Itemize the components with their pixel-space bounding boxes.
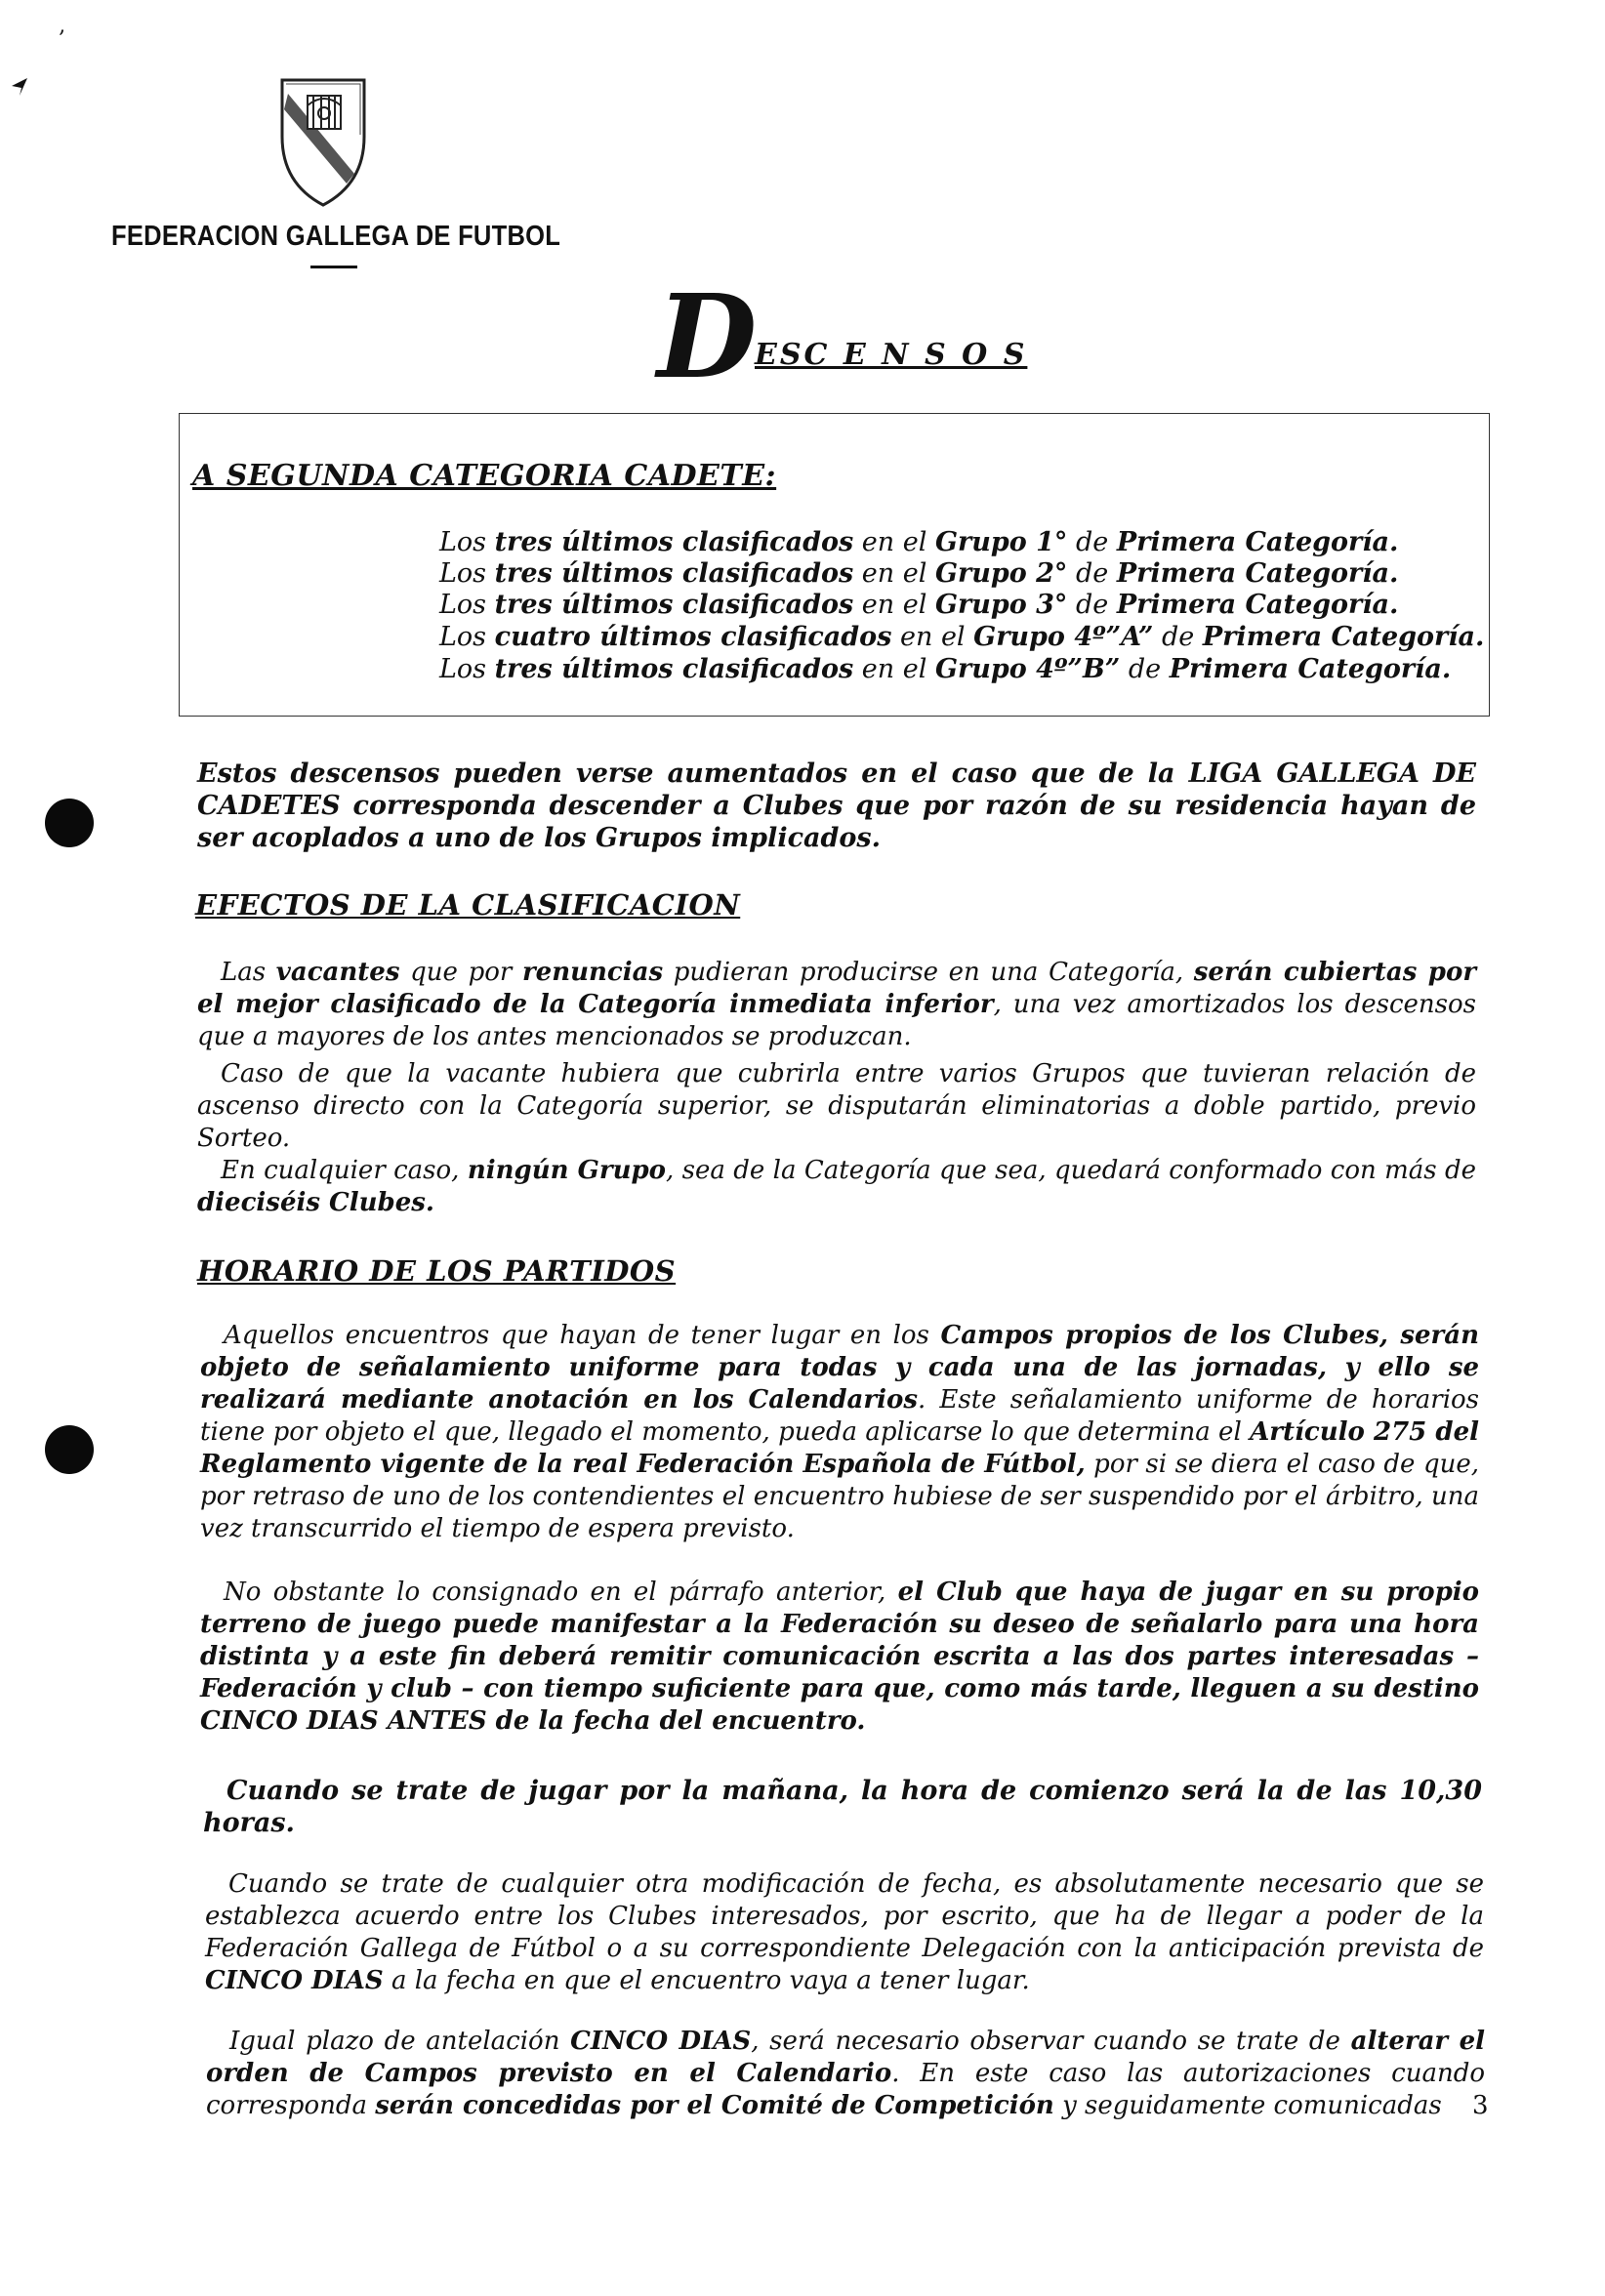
horario-paragraph-1: Aquellos encuentros que hayan de tener lugar en los Campos propios de los Clubes, serán objeto de señalamiento uniforme para todas y cada una de las jornadas, y ello se realizará mediante anotación en los Calendarios. Este señalamiento uniforme de horarios tiene por objeto el que, llegado el momento, pueda aplicarse lo que determina el Artículo 275 del Reglamento vigente de la real Federación Española de Fútbol, por si se diera el caso de que, por retraso de uno de los contendientes el encuentro hubiese de ser suspendido por el árbitro, una vez transcurrido el tiempo de espera previsto. (200, 1321, 1480, 1543)
title-rest: ESC E N S O S (755, 338, 1028, 372)
descensos-note: Estos descensos pueden verse aumentados en el caso que de la LIGA GALLEGA DE CADETES corresponda descender a Clubes que por razón de su residencia hayan de ser acoplados a uno de los Grupos implicados. (197, 758, 1476, 853)
title-initial: D (657, 268, 758, 404)
corner-mark: ‚ (59, 14, 65, 38)
horario-paragraph-5: Igual plazo de antelación CINCO DIAS, será necesario observar cuando se trate de alterar el orden de Campos previsto en el Calendario. En este caso las autorizaciones cuando corresponda serán concedidas por el Comité de Competición y seguidamente comunicadas (206, 2027, 1485, 2120)
box-line: Los cuatro últimos clasificados en el Grupo 4º”A” de Primera Categoría. (439, 622, 1485, 652)
org-underline (310, 266, 357, 268)
box-line: Los tres últimos clasificados en el Grupo 2° de Primera Categoría. (439, 558, 1399, 589)
efectos-paragraph-3: En cualquier caso, ningún Grupo, sea de la Categoría que sea, quedará conformado con más de dieciséis Clubes. (197, 1156, 1476, 1217)
box-line: Los tres últimos clasificados en el Grupo 3° de Primera Categoría. (439, 590, 1399, 620)
page-number: 3 (1472, 2091, 1489, 2120)
punch-hole (45, 1425, 94, 1474)
efectos-paragraph-1: Las vacantes que por renuncias pudieran producirse en una Categoría, serán cubiertas por el mejor clasificado de la Categoría inmediata inferior, una vez amortizados los descensos que a mayores de los antes mencionados se produzcan. (197, 958, 1477, 1051)
efectos-paragraph-2: Caso de que la vacante hubiera que cubrirla entre varios Grupos que tuvieran relación de ascenso directo con la Categoría superior, se disputarán eliminatorias a doble partido, previo Sorteo. (197, 1059, 1476, 1153)
punch-hole (45, 799, 94, 847)
corner-arrow-mark (8, 76, 29, 98)
box-line: Los tres últimos clasificados en el Grupo 4º”B” de Primera Categoría. (439, 654, 1452, 684)
shield-crest-icon (278, 76, 368, 208)
org-name: FEDERACION GALLEGA DE FUTBOL (111, 221, 561, 252)
box-line: Los tres últimos clasificados en el Grupo 1° de Primera Categoría. (439, 527, 1399, 557)
horario-paragraph-3: Cuando se trate de jugar por la mañana, la hora de comienzo será la de las 10,30 horas. (203, 1776, 1482, 1838)
horario-heading: HORARIO DE LOS PARTIDOS (197, 1254, 677, 1288)
horario-paragraph-4: Cuando se trate de cualquier otra modificación de fecha, es absolutamente necesario que se establezca acuerdo entre los Clubes interesados, por escrito, que ha de llegar a poder de la Federación Gallega de Fútbol o a su correspondiente Delegación con la anticipación prevista de CINCO DIAS a la fecha en que el encuentro vaya a tener lugar. (205, 1869, 1484, 1995)
horario-paragraph-2: No obstante lo consignado en el párrafo anterior, el Club que haya de jugar en su propio terreno de juego puede manifestar a la Federación su deseo de señalarlo para una hora distinta y a este fin deberá remitir comunicación escrita a las dos partes interesadas – Federación y club – con tiempo suficiente para que, como más tarde, lleguen a su destino CINCO DIAS ANTES de la fecha del encuentro. (200, 1578, 1479, 1736)
box-heading: A SEGUNDA CATEGORIA CADETE: (192, 459, 777, 493)
efectos-heading: EFECTOS DE LA CLASIFICACION (195, 888, 741, 922)
